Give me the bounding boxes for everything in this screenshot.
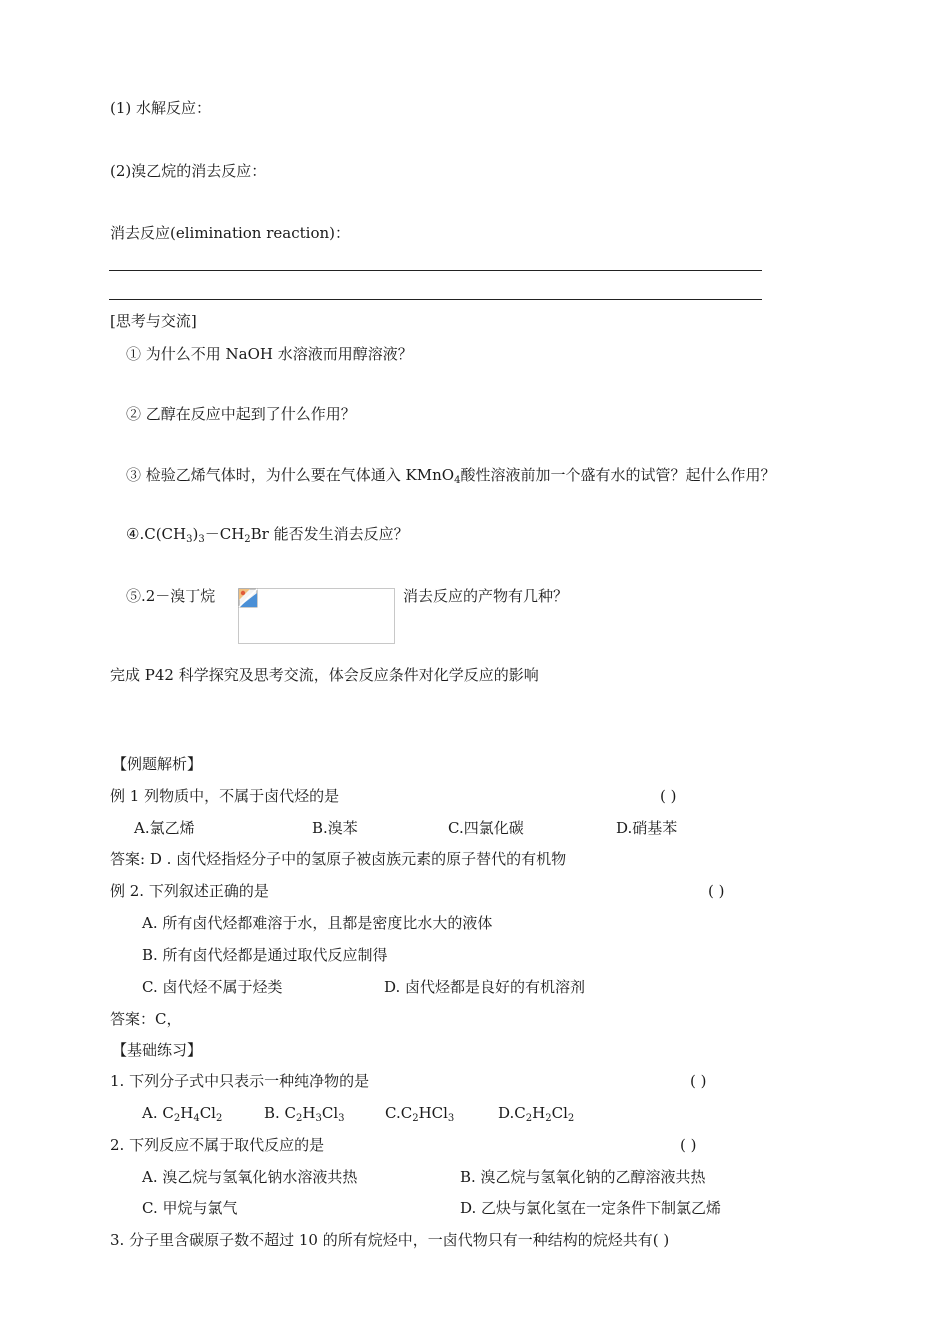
example-2-option-b: B. 所有卤代烃都是通过取代反应制得: [142, 946, 388, 964]
elimination-definition-label: 消去反应(elimination reaction)：: [110, 224, 350, 242]
example-1-question: 例 1 列物质中，不属于卤代烃的是: [110, 787, 340, 805]
practice-2-option-a: A. 溴乙烷与氢氧化钠水溶液共热: [142, 1168, 358, 1186]
p1d-pre: D.C: [498, 1104, 526, 1122]
think-question-2: ② 乙醇在反应中起到了什么作用？: [126, 405, 356, 423]
practice-1-option-c: [385, 1103, 454, 1123]
q4-sub-3: 2: [244, 534, 251, 545]
example-2-answer: 答案：C，: [110, 1010, 182, 1028]
example-1-option-c: C.四氯化碳: [448, 819, 524, 837]
p1d-s1: 2: [525, 1113, 533, 1124]
p1a-s2: 4: [193, 1113, 200, 1124]
example-1-answer-bracket: ( ): [660, 787, 677, 805]
q4-sub-2: 3: [198, 534, 205, 545]
hydrolysis-heading: (1) 水解反应：: [110, 99, 212, 117]
q3-text-b: 酸性溶液前加一个盛有水的试管？起什么作用？: [460, 466, 776, 484]
practice-1-option-a: [142, 1103, 222, 1123]
practice-1-question: 1. 下列分子式中只表示一种纯净物的是: [110, 1072, 370, 1090]
broken-image-icon: [238, 588, 258, 608]
q4-text-a: ④.C(CH: [126, 525, 187, 543]
p1b-s2: 3: [315, 1113, 322, 1124]
q3-sub: 4: [454, 475, 461, 486]
p1a-post: Cl: [199, 1104, 216, 1122]
p1d-s3: 2: [567, 1113, 575, 1124]
p1b-s1: 2: [296, 1113, 303, 1124]
answer-line-1: [109, 270, 762, 271]
practice-2-answer-bracket: ( ): [680, 1136, 697, 1154]
think-question-3: [126, 465, 775, 485]
example-2-question: 例 2. 下列叙述正确的是: [110, 882, 269, 900]
p1d-s2: 2: [545, 1113, 552, 1124]
q4-text-c: －CH: [204, 525, 245, 543]
practice-2-question: 2. 下列反应不属于取代反应的是: [110, 1136, 325, 1154]
think-heading: [思考与交流]: [110, 312, 197, 330]
think-question-5-b: 消去反应的产物有几种？: [403, 587, 569, 605]
p1b-mid: H: [302, 1104, 316, 1122]
example-1-option-d: D.硝基苯: [616, 819, 678, 837]
example-2-answer-bracket: ( ): [708, 882, 725, 900]
example-2-option-a: A. 所有卤代烃都难溶于水，且都是密度比水大的液体: [142, 914, 493, 932]
q3-text-a: ③ 检验乙烯气体时，为什么要在气体通入 KMnO: [126, 466, 455, 484]
practice-2-option-d: D. 乙炔与氯化氢在一定条件下制氯乙烯: [460, 1199, 722, 1217]
example-1-answer: 答案: D . 卤代烃指烃分子中的氢原子被卤族元素的原子替代的有机物: [110, 850, 567, 868]
p1b-pre: B. C: [264, 1104, 297, 1122]
p1a-mid: H: [180, 1104, 194, 1122]
p1a-pre: A. C: [142, 1104, 174, 1122]
q4-text-b: ): [192, 525, 199, 543]
example-1-option-a: A.氯乙烯: [134, 819, 195, 837]
complete-instruction: 完成 P42 科学探究及思考交流，体会反应条件对化学反应的影响: [110, 666, 539, 684]
practice-1-answer-bracket: ( ): [690, 1072, 707, 1090]
q4-text-d: Br 能否发生消去反应？: [250, 525, 409, 543]
practice-1-option-b: [264, 1103, 345, 1123]
example-2-option-c: C. 卤代烃不属于烃类: [142, 978, 283, 996]
p1c-pre: C.C: [385, 1104, 413, 1122]
answer-line-2: [109, 299, 762, 300]
example-2-option-d: D. 卤代烃都是良好的有机溶剂: [384, 978, 586, 996]
p1c-post: HCl: [418, 1104, 448, 1122]
p1a-s3: 2: [215, 1113, 223, 1124]
p1c-s1: 2: [412, 1113, 419, 1124]
p1a-s1: 2: [173, 1113, 181, 1124]
p1c-s2: 3: [447, 1113, 455, 1124]
think-question-4: [126, 524, 409, 544]
practice-2-option-c: C. 甲烷与氯气: [142, 1199, 238, 1217]
practice-heading: 【基础练习】: [112, 1041, 203, 1059]
think-question-1: ① 为什么不用 NaOH 水溶液而用醇溶液？: [126, 345, 413, 363]
p1d-post: Cl: [551, 1104, 568, 1122]
example-1-option-b: B.溴苯: [312, 819, 358, 837]
elimination-heading: (2)溴乙烷的消去反应：: [110, 162, 267, 180]
p1b-s3: 3: [338, 1113, 345, 1124]
p1b-post: Cl: [321, 1104, 339, 1122]
practice-1-option-d: [498, 1103, 574, 1123]
think-question-5-a: ⑤.2－溴丁烷: [126, 587, 216, 605]
structure-image-placeholder: [238, 588, 395, 644]
p1d-mid: H: [532, 1104, 546, 1122]
examples-heading: 【例题解析】: [112, 755, 203, 773]
practice-3-question: 3. 分子里含碳原子数不超过 10 的所有烷烃中，一卤代物只有一种结构的烷烃共有( ): [110, 1231, 670, 1249]
practice-2-option-b: B. 溴乙烷与氢氧化钠的乙醇溶液共热: [460, 1168, 706, 1186]
q4-sub-1: 3: [186, 534, 193, 545]
